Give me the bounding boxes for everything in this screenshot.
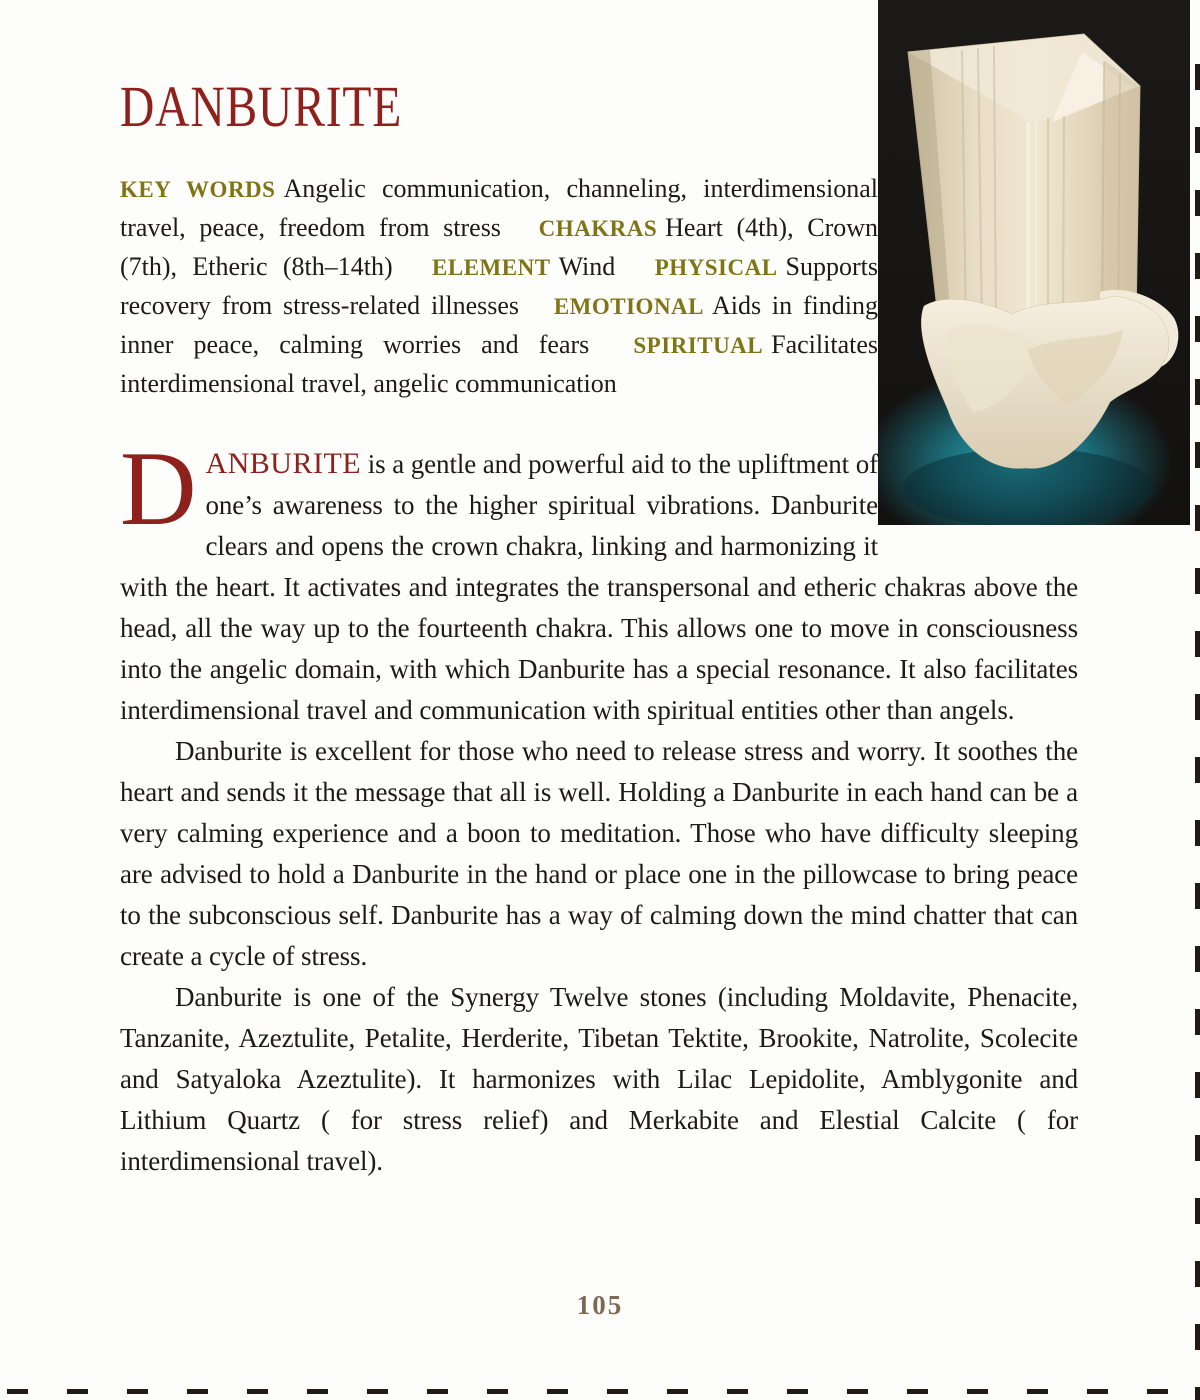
drop-cap: D	[120, 430, 197, 547]
property-text: Wind	[558, 252, 616, 281]
property-label: SPIRITUAL	[633, 333, 764, 358]
property-label: CHAKRAS	[538, 216, 658, 241]
property-text: Aids in finding inner peace, calming worries and fears	[120, 291, 878, 359]
paragraph-2: Danburite is excellent for those who need to release stress and worry. It soothes the heart and sends it the message that all is well. Holding a Danburite in each hand can be a very calming experience and a boon to meditation. Those who have difficulty sleeping are advised to hold a Danburite in the hand or place one in the pillowcase to bring peace to the subconscious self. Danburite has a way of calming down the mind chatter that can create a cycle of stress.	[120, 736, 1078, 971]
property-label: PHYSICAL	[654, 255, 778, 280]
page-title: DANBURITE	[120, 74, 403, 139]
property-text: Heart (4th), Crown (7th), Etheric (8th–14th)	[120, 213, 879, 281]
property-text: Facilitates interdimensional travel, angelic communication	[120, 330, 878, 398]
property-label: KEY WORDS	[120, 177, 276, 202]
property-label: EMOTIONAL	[553, 294, 705, 319]
property-text: Supports recovery from stress-related illnesses	[120, 252, 879, 320]
property-label: ELEMENT	[432, 255, 551, 280]
right-dashed-border	[1195, 64, 1200, 1400]
page-number: 105	[576, 1290, 624, 1320]
danburite-crystal-photo	[878, 0, 1190, 525]
property-text: Angelic communication, channeling, interdimensional travel, peace, freedom from stress	[120, 174, 878, 242]
paragraph-3: Danburite is one of the Synergy Twelve stones (including Moldavite, Phenacite, Tanzanite, Azeztulite, Petalite, Herderite, Tibetan Tektite, Brookite, Natrolite, Scolecite and Satyaloka Azeztulite). It harmonizes with Lilac Lepidolite, Amblygonite and Lithium Quartz ( for stress relief) and Merkabite and Elestial Calcite ( for interdimensional travel).	[120, 982, 1078, 1176]
bottom-dashed-border	[7, 1389, 1193, 1394]
paragraph-1-text: is a gentle and powerful aid to the upliftment of one’s awareness to the higher spiritual vibrations. Danburite clears and opens the crown chakra, linking and harmonizing it with the heart. It activates and integrates the transpersonal and etheric chakras above the head, all the way up to the fourteenth chakra. This allows one to move in consciousness into the angelic domain, with which Danburite has a special resonance. It also facilitates interdimensional travel and communication with spiritual entities other than angels.	[120, 449, 1078, 725]
lead-word: ANBURITE	[205, 447, 362, 480]
